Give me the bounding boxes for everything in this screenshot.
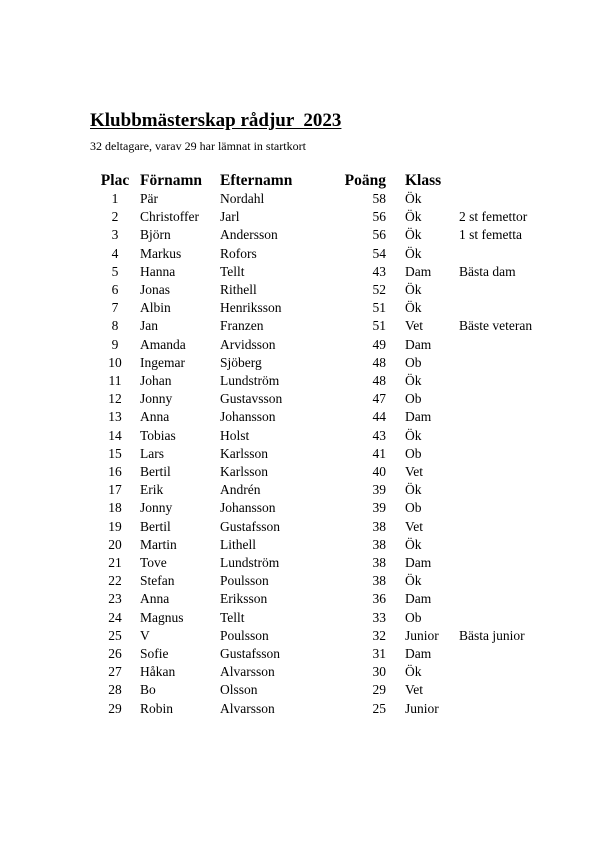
cell-points: 41 (372, 445, 386, 461)
cell-last-name: Franzen (220, 318, 264, 334)
table-row (94, 427, 569, 445)
table-row (94, 572, 569, 590)
cell-last-name: Karlsson (220, 464, 268, 480)
cell-class: Junior (405, 627, 439, 643)
cell-class: Ök (405, 191, 422, 206)
cell-comment (459, 572, 569, 590)
cell-first-name: Tove (140, 555, 167, 571)
table-row (94, 281, 569, 299)
cell-points: 33 (372, 609, 386, 625)
cell-place: 1 (111, 191, 119, 206)
table-row (94, 354, 569, 372)
table-row (94, 590, 569, 608)
cell-points: 47 (372, 391, 386, 407)
table-row (94, 299, 569, 317)
cell-comment (459, 427, 569, 445)
cell-first-name: Bertil (140, 464, 171, 480)
cell-class: Dam (405, 263, 432, 279)
cell-first-name: Hanna (140, 263, 176, 279)
cell-class: Dam (405, 646, 432, 662)
cell-class: Ök (405, 227, 422, 243)
cell-place: 24 (108, 609, 122, 625)
cell-points: 39 (372, 500, 386, 516)
cell-place: 4 (111, 245, 119, 261)
cell-first-name: Jonny (140, 500, 173, 516)
cell-last-name: Jarl (220, 209, 240, 225)
cell-place: 20 (108, 536, 122, 552)
results-table (94, 171, 569, 718)
header-last-name: Efternamn (220, 172, 293, 189)
table-row (94, 226, 569, 244)
table-row (94, 536, 569, 554)
cell-points: 56 (372, 227, 386, 243)
table-row (94, 609, 569, 627)
cell-points: 43 (372, 263, 386, 279)
cell-class: Dam (405, 555, 432, 571)
cell-place: 25 (108, 627, 122, 643)
cell-place: 11 (108, 373, 122, 389)
cell-class: Vet (405, 682, 423, 698)
cell-first-name: Jonny (140, 391, 173, 407)
cell-place: 22 (108, 573, 122, 589)
cell-comment (459, 281, 569, 299)
cell-last-name: Karlsson (220, 445, 268, 461)
cell-points: 51 (372, 300, 386, 316)
cell-first-name: Ingemar (140, 354, 185, 370)
cell-last-name: Rithell (220, 282, 257, 298)
cell-points: 48 (372, 354, 386, 370)
cell-points: 36 (372, 591, 386, 607)
cell-last-name: Rofors (220, 245, 257, 261)
table-row (94, 408, 569, 426)
cell-comment (459, 554, 569, 572)
cell-comment: Bästa junior (459, 627, 525, 643)
cell-first-name: Jan (140, 318, 158, 334)
cell-class: Vet (405, 464, 423, 480)
cell-last-name: Sjöberg (220, 354, 262, 370)
cell-comment (459, 645, 569, 663)
cell-points: 58 (372, 191, 386, 206)
cell-comment (459, 245, 569, 263)
cell-last-name: Tellt (220, 609, 245, 625)
cell-last-name: Lithell (220, 536, 256, 552)
cell-first-name: Amanda (140, 336, 186, 352)
cell-place: 7 (111, 300, 119, 316)
cell-first-name: Christoffer (140, 209, 199, 225)
cell-class: Ök (405, 573, 422, 589)
cell-comment (459, 390, 569, 408)
cell-class: Ob (405, 354, 422, 370)
cell-place: 10 (108, 354, 122, 370)
cell-place: 15 (108, 445, 122, 461)
cell-points: 52 (372, 282, 386, 298)
cell-place: 16 (108, 464, 122, 480)
cell-last-name: Alvarsson (220, 664, 275, 680)
cell-first-name: Markus (140, 245, 182, 261)
cell-last-name: Gustafsson (220, 518, 280, 534)
header-points: Poäng (344, 172, 386, 189)
cell-class: Ök (405, 664, 422, 680)
table-row (94, 518, 569, 536)
table-row (94, 499, 569, 517)
cell-comment (459, 536, 569, 554)
cell-points: 38 (372, 555, 386, 571)
table-row (94, 245, 569, 263)
table-row (94, 700, 569, 718)
cell-last-name: Gustafsson (220, 646, 280, 662)
table-row (94, 263, 569, 281)
cell-comment (459, 481, 569, 499)
cell-comment (459, 681, 569, 699)
cell-points: 39 (372, 482, 386, 498)
cell-first-name: Bo (140, 682, 156, 698)
cell-place: 9 (111, 336, 119, 352)
cell-class: Vet (405, 318, 423, 334)
cell-comment (459, 663, 569, 681)
cell-class: Ob (405, 391, 422, 407)
cell-first-name: Robin (140, 700, 174, 716)
cell-last-name: Tellt (220, 263, 245, 279)
cell-last-name: Johansson (220, 409, 276, 425)
cell-class: Ök (405, 300, 422, 316)
cell-last-name: Alvarsson (220, 700, 275, 716)
cell-first-name: Johan (140, 373, 172, 389)
cell-last-name: Eriksson (220, 591, 268, 607)
cell-place: 23 (108, 591, 122, 607)
cell-comment (459, 609, 569, 627)
cell-class: Ök (405, 427, 422, 443)
cell-place: 21 (108, 555, 122, 571)
table-row (94, 463, 569, 481)
cell-class: Dam (405, 336, 432, 352)
cell-points: 40 (372, 464, 386, 480)
cell-last-name: Poulsson (220, 627, 269, 643)
cell-place: 26 (108, 646, 122, 662)
cell-comment (459, 499, 569, 517)
cell-points: 48 (372, 373, 386, 389)
cell-class: Ök (405, 282, 422, 298)
cell-comment (459, 299, 569, 317)
header-place: Plac (100, 172, 130, 189)
cell-last-name: Gustavsson (220, 391, 283, 407)
cell-last-name: Olsson (220, 682, 258, 698)
cell-comment (459, 445, 569, 463)
cell-class: Ök (405, 482, 422, 498)
table-row (94, 390, 569, 408)
cell-points: 54 (372, 245, 386, 261)
cell-comment (459, 590, 569, 608)
table-row (94, 554, 569, 572)
cell-comment (459, 354, 569, 372)
cell-place: 3 (111, 227, 119, 243)
table-row (94, 317, 569, 335)
cell-last-name: Arvidsson (220, 336, 276, 352)
cell-first-name: Bertil (140, 518, 171, 534)
cell-points: 29 (372, 682, 386, 698)
cell-comment (459, 700, 569, 718)
cell-place: 2 (111, 209, 119, 225)
cell-last-name: Andersson (220, 227, 278, 243)
table-row (94, 190, 569, 208)
cell-last-name: Henriksson (220, 300, 282, 316)
cell-comment (459, 463, 569, 481)
cell-first-name: Martin (140, 536, 177, 552)
results-body (94, 190, 569, 718)
cell-points: 49 (372, 336, 386, 352)
cell-points: 56 (372, 209, 386, 225)
cell-first-name: Jonas (140, 282, 170, 298)
cell-place: 29 (108, 700, 122, 716)
cell-comment (459, 408, 569, 426)
header-comment (459, 171, 569, 190)
cell-first-name: Lars (140, 445, 164, 461)
table-row (94, 681, 569, 699)
cell-points: 30 (372, 664, 386, 680)
cell-place: 27 (108, 664, 122, 680)
cell-place: 19 (108, 518, 122, 534)
cell-place: 28 (108, 682, 122, 698)
table-row (94, 336, 569, 354)
cell-class: Ob (405, 445, 422, 461)
cell-class: Junior (405, 700, 439, 716)
cell-points: 44 (372, 409, 386, 425)
cell-first-name: Anna (140, 409, 170, 425)
cell-last-name: Nordahl (220, 191, 265, 206)
cell-last-name: Andrén (220, 482, 261, 498)
cell-class: Ök (405, 373, 422, 389)
cell-points: 25 (372, 700, 386, 716)
cell-first-name: Magnus (140, 609, 184, 625)
cell-class: Ob (405, 609, 422, 625)
cell-comment (459, 190, 569, 208)
table-row (94, 663, 569, 681)
cell-class: Ök (405, 245, 422, 261)
cell-place: 6 (111, 282, 119, 298)
cell-points: 43 (372, 427, 386, 443)
cell-points: 38 (372, 518, 386, 534)
cell-place: 13 (108, 409, 122, 425)
cell-last-name: Holst (220, 427, 250, 443)
cell-place: 17 (108, 482, 122, 498)
cell-points: 31 (372, 646, 386, 662)
cell-place: 14 (108, 427, 122, 443)
cell-class: Ök (405, 209, 422, 225)
cell-points: 38 (372, 573, 386, 589)
cell-comment: Bäste veteran (459, 318, 533, 334)
cell-comment: 2 st femettor (459, 209, 528, 225)
cell-comment: 1 st femetta (459, 227, 522, 243)
cell-place: 8 (111, 318, 119, 334)
cell-class: Vet (405, 518, 423, 534)
cell-last-name: Lundström (220, 373, 280, 389)
cell-first-name: Håkan (140, 664, 176, 680)
cell-place: 12 (108, 391, 122, 407)
table-row (94, 645, 569, 663)
table-row (94, 445, 569, 463)
table-row (94, 208, 569, 226)
cell-first-name: Björn (140, 227, 171, 243)
header-first-name: Förnamn (140, 172, 202, 189)
cell-place: 18 (108, 500, 122, 516)
cell-first-name: Erik (140, 482, 164, 498)
cell-first-name: Albin (140, 300, 171, 316)
cell-comment (459, 372, 569, 390)
table-row (94, 627, 569, 645)
cell-class: Dam (405, 591, 432, 607)
table-row (94, 481, 569, 499)
cell-class: Dam (405, 409, 432, 425)
cell-class: Ob (405, 500, 422, 516)
cell-first-name: V (140, 627, 150, 643)
cell-comment: Bästa dam (459, 263, 516, 279)
cell-last-name: Poulsson (220, 573, 269, 589)
cell-first-name: Anna (140, 591, 170, 607)
table-row (94, 372, 569, 390)
document-subtitle: 32 deltagare, varav 29 har lämnat in startkort (90, 139, 306, 153)
document-title: Klubbmästerskap rådjur 2023 (90, 110, 342, 131)
cell-first-name: Stefan (140, 573, 175, 589)
cell-class: Ök (405, 536, 422, 552)
cell-comment (459, 518, 569, 536)
cell-comment (459, 336, 569, 354)
cell-points: 51 (372, 318, 386, 334)
cell-place: 5 (111, 263, 119, 279)
cell-last-name: Johansson (220, 500, 276, 516)
cell-last-name: Lundström (220, 555, 280, 571)
cell-points: 38 (372, 536, 386, 552)
cell-points: 32 (372, 627, 386, 643)
cell-first-name: Tobias (140, 427, 176, 443)
cell-first-name: Sofie (140, 646, 169, 662)
cell-first-name: Pär (140, 191, 158, 206)
table-header-row (94, 171, 569, 190)
header-class: Klass (405, 172, 442, 189)
